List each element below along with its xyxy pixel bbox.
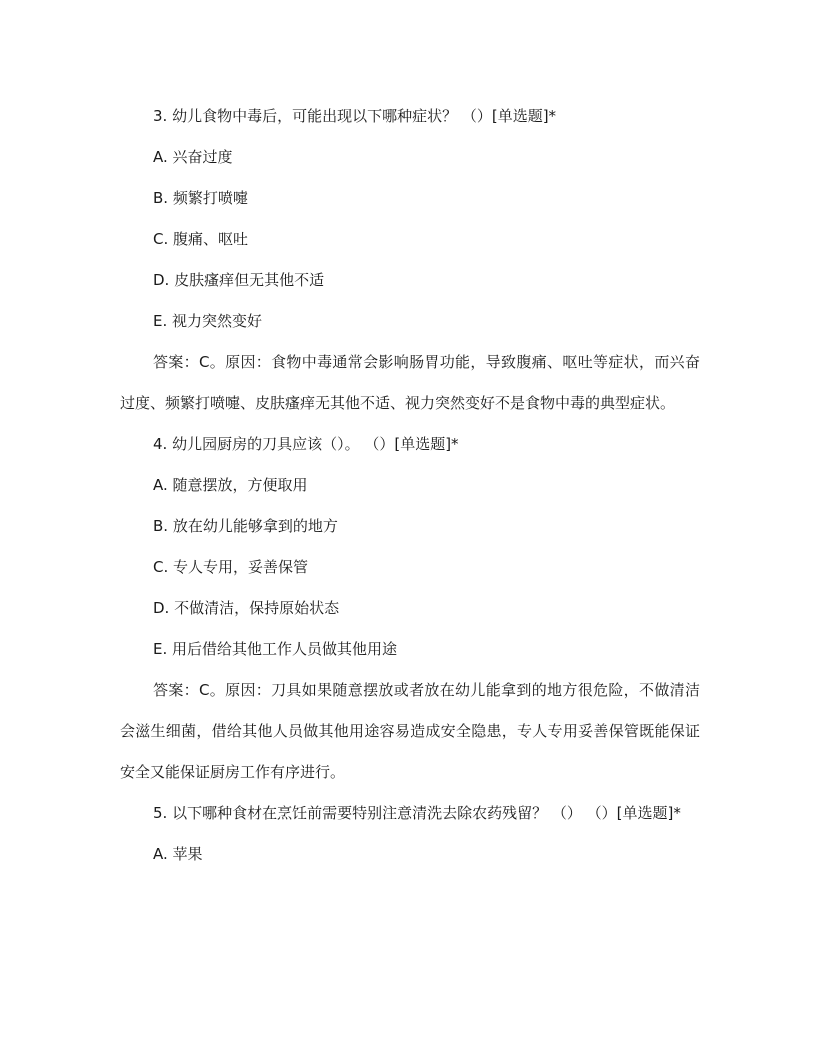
question-3-option-a: A. 兴奋过度 — [153, 148, 233, 166]
question-3-option-e: E. 视力突然变好 — [153, 312, 263, 330]
question-4-option-d: D. 不做清洁，保持原始状态 — [153, 599, 340, 617]
question-4-option-c: C. 专人专用，妥善保管 — [153, 558, 309, 576]
question-5-text: 5. 以下哪种食材在烹饪前需要特别注意清洗去除农药残留？ （） （）[单选题]* — [153, 804, 681, 822]
question-3-option-b: B. 频繁打喷嚏 — [153, 189, 248, 207]
question-4-answer: 答案：C。原因：刀具如果随意摆放或者放在幼儿能拿到的地方很危险，不做清洁会滋生细菌，借给其他人员做其他用途容易造成安全隐患，专人专用妥善保管既能保证安全又能保证厨房工作有序进行。 — [120, 681, 700, 781]
question-3-option-d: D. 皮肤瘙痒但无其他不适 — [153, 271, 325, 289]
question-3-option-c: C. 腹痛、呕吐 — [153, 230, 249, 248]
question-4-text: 4. 幼儿园厨房的刀具应该（）。 （）[单选题]* — [153, 435, 459, 453]
question-3-text: 3. 幼儿食物中毒后，可能出现以下哪种症状？ （）[单选题]* — [153, 107, 557, 125]
question-5-option-a: A. 苹果 — [153, 845, 203, 863]
question-4-option-b: B. 放在幼儿能够拿到的地方 — [153, 517, 338, 535]
question-3-answer: 答案：C。原因：食物中毒通常会影响肠胃功能，导致腹痛、呕吐等症状，而兴奋过度、频繁打喷嚏、皮肤瘙痒无其他不适、视力突然变好不是食物中毒的典型症状。 — [120, 353, 700, 412]
question-4-option-e: E. 用后借给其他工作人员做其他用途 — [153, 640, 398, 658]
document-content — [120, 96, 700, 875]
question-4-option-a: A. 随意摆放，方便取用 — [153, 476, 308, 494]
